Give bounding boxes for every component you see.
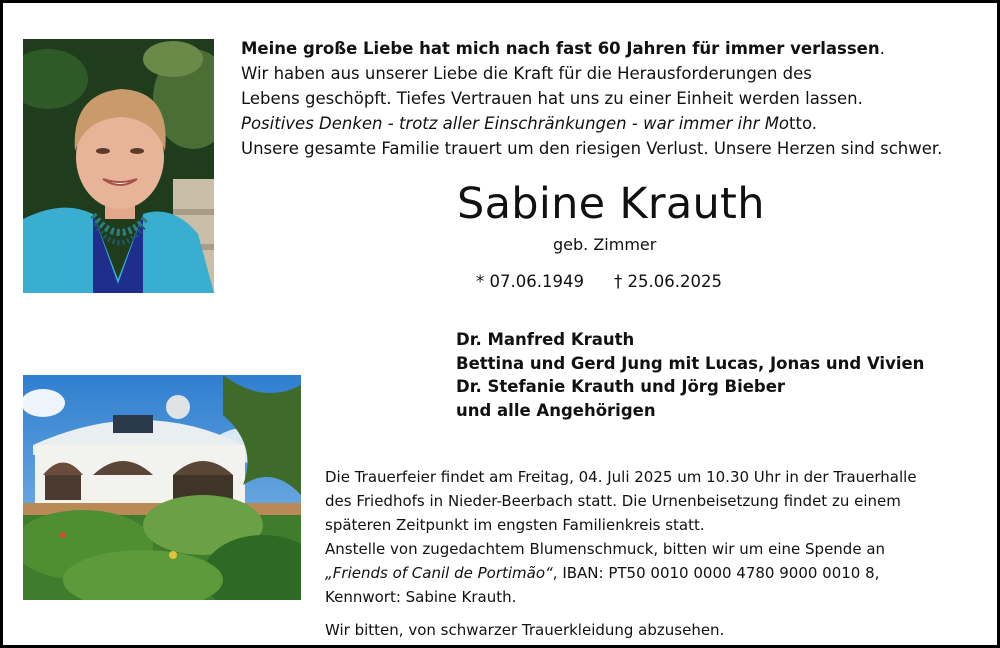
intro-line-3: Lebens geschöpft. Tiefes Vertrauen hat uns zu einer Einheit werden lassen. — [241, 89, 863, 108]
intro-motto-line — [241, 111, 942, 136]
portrait-photo — [23, 39, 214, 293]
intro-line-2: Wir haben aus unserer Liebe die Kraft für die Herausforderungen des — [241, 64, 812, 83]
intro-headline-line — [241, 36, 942, 61]
deceased-name: Sabine Krauth — [457, 179, 765, 229]
charity-name: „Friends of Canil de Portimão“ — [325, 564, 553, 582]
intro-motto: Positives Denken - trotz aller Einschränkungen - war immer ihr Mo — [241, 114, 790, 133]
life-dates — [476, 271, 722, 293]
intro-motto-rest: tto. — [789, 114, 818, 133]
service-line-6: Kennwort: Sabine Krauth. — [325, 588, 517, 606]
intro-line-5: Unsere gesamte Familie trauert um den riesigen Verlust. Unsere Herzen sind schwer. — [241, 139, 943, 158]
service-line-2: des Friedhofs in Nieder-Beerbach statt. Die Urnenbeisetzung findet zu einem — [325, 492, 901, 510]
mourner-line: Bettina und Gerd Jung mit Lucas, Jonas und Vivien — [456, 353, 925, 373]
donation-line — [325, 561, 917, 585]
birth-date: * 07.06.1949 — [476, 272, 584, 291]
service-line-1: Die Trauerfeier findet am Freitag, 04. Juli 2025 um 10.30 Uhr in der Trauerhalle — [325, 468, 917, 486]
house-garden-photo — [23, 375, 301, 600]
service-line-3: späteren Zeitpunkt im engsten Familienkreis statt. — [325, 516, 705, 534]
service-line-4: Anstelle von zugedachtem Blumenschmuck, bitten wir um eine Spende an — [325, 540, 886, 558]
service-details — [325, 465, 917, 609]
closing-note: Wir bitten, von schwarzer Trauerkleidung abzusehen. — [325, 621, 725, 639]
mourner-line: Dr. Stefanie Krauth und Jörg Bieber — [456, 377, 786, 396]
intro-headline: Meine große Liebe hat mich nach fast 60 Jahren für immer verlassen — [241, 39, 880, 58]
birth-name: geb. Zimmer — [553, 235, 657, 254]
intro-text — [241, 36, 942, 161]
mourners-list — [456, 328, 924, 422]
mourner-line: Dr. Manfred Krauth — [456, 330, 635, 349]
intro-headline-punct: . — [879, 39, 885, 58]
mourner-line: und alle Angehörigen — [456, 400, 656, 420]
death-date: † 25.06.2025 — [613, 272, 722, 291]
iban: , IBAN: PT50 0010 0000 4780 9000 0010 8, — [552, 564, 880, 582]
